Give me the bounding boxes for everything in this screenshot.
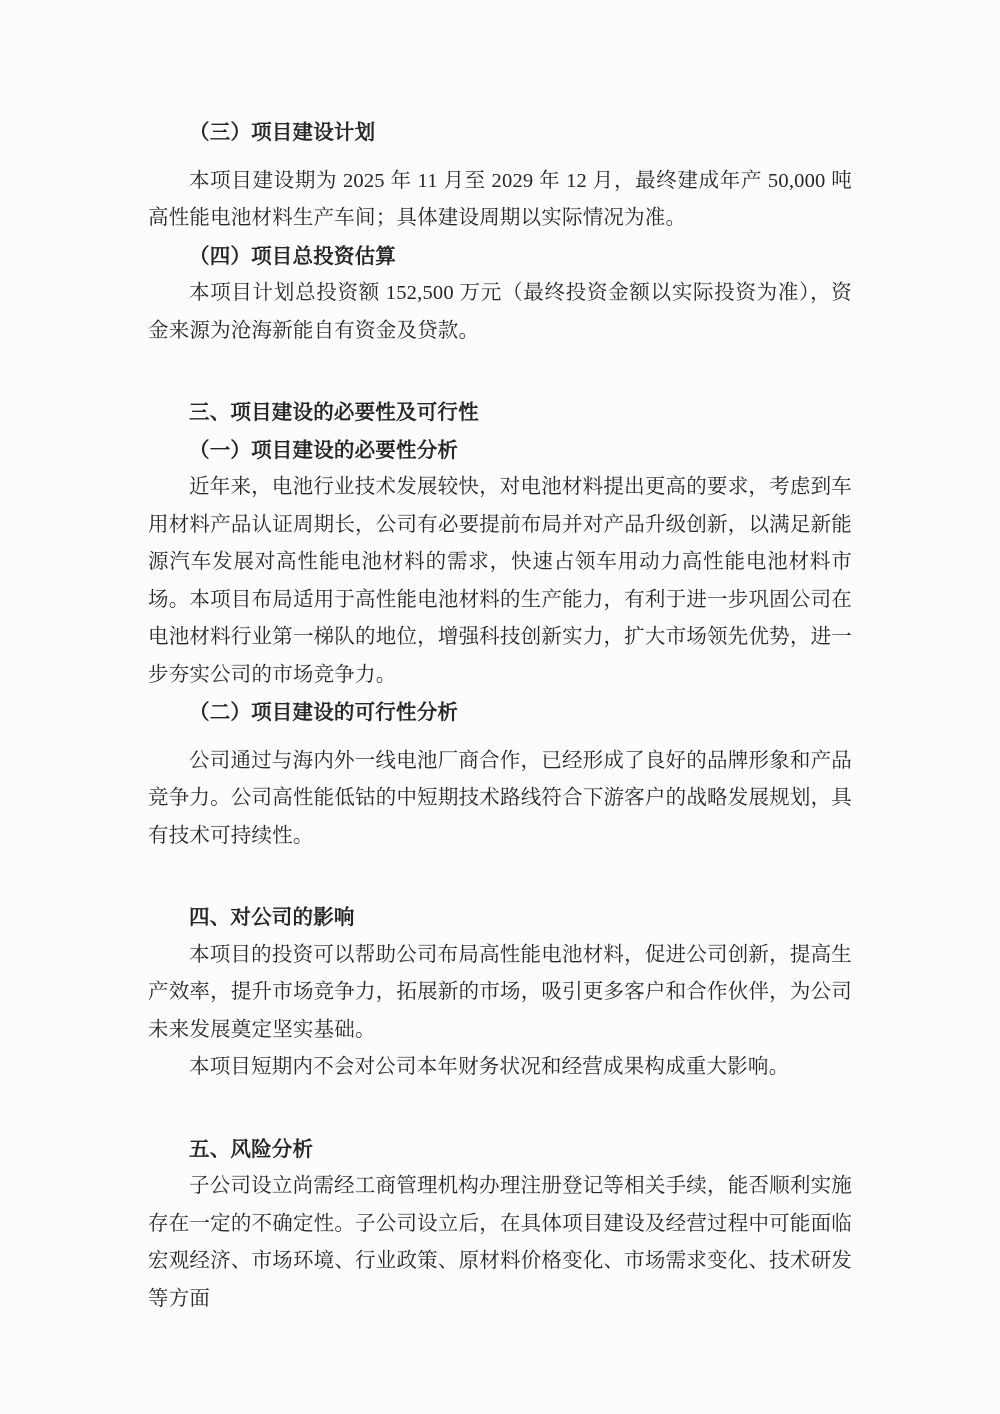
para-short-term-impact: 本项目短期内不会对公司本年财务状况和经营成果构成重大影响。	[189, 1056, 790, 1078]
heading-impact-on-company: 四、对公司的影响	[189, 906, 355, 929]
subheading-feasibility-analysis: （二）项目建设的可行性分析	[189, 701, 459, 724]
para-necessity-analysis: 近年来，电池行业技术发展较快，对电池材料提出更高的要求，考虑到车用材料产品认证周期长，公司有必要提前布局并对产品升级创新，以满足新能源汽车发展对高性能电池材料的需求，快速占领车用动力高性能电池材料市场。本项目布局适用于高性能电池材料的生产能力，有利于进一步巩固公司在电池材料行业第一梯队的地位，增强科技创新实力，扩大市场领先优势，进一步夯实公司的市场竞争力。	[148, 476, 852, 686]
para-risk-analysis: 子公司设立尚需经工商管理机构办理注册登记等相关手续，能否顺利实施存在一定的不确定性。子公司设立后，在具体项目建设及经营过程中可能面临宏观经济、市场环境、行业政策、原材料价格变化、市场需求变化、技术研发等方面	[148, 1175, 852, 1310]
subheading-total-investment-estimate: （四）项目总投资估算	[189, 244, 396, 268]
para-impact-on-company: 本项目的投资可以帮助公司布局高性能电池材料，促进公司创新，提高生产效率，提升市场竞争力，拓展新的市场，吸引更多客户和合作伙伴，为公司未来发展奠定坚实基础。	[148, 943, 852, 1041]
heading-risk-analysis: 五、风险分析	[189, 1137, 314, 1161]
heading-necessity-and-feasibility: 三、项目建设的必要性及可行性	[189, 401, 479, 424]
para-total-investment: 本项目计划总投资额 152,500 万元（最终投资金额以实际投资为准），资金来源为沧海新能自有资金及贷款。	[148, 282, 852, 342]
para-feasibility-analysis: 公司通过与海内外一线电池厂商合作，已经形成了良好的品牌形象和产品竞争力。公司高性能低钴的中短期技术路线符合下游客户的战略发展规划，具有技术可持续性。	[148, 749, 852, 847]
subheading-project-construction-plan: （三）项目建设计划	[189, 121, 376, 144]
para-construction-period: 本项目建设期为 2025 年 11 月至 2029 年 12 月，最终建成年产 50,000 吨高性能电池材料生产车间；具体建设周期以实际情况为准。	[148, 169, 852, 229]
subheading-necessity-analysis: （一）项目建设的必要性分析	[189, 438, 459, 462]
document-body	[148, 114, 852, 1318]
